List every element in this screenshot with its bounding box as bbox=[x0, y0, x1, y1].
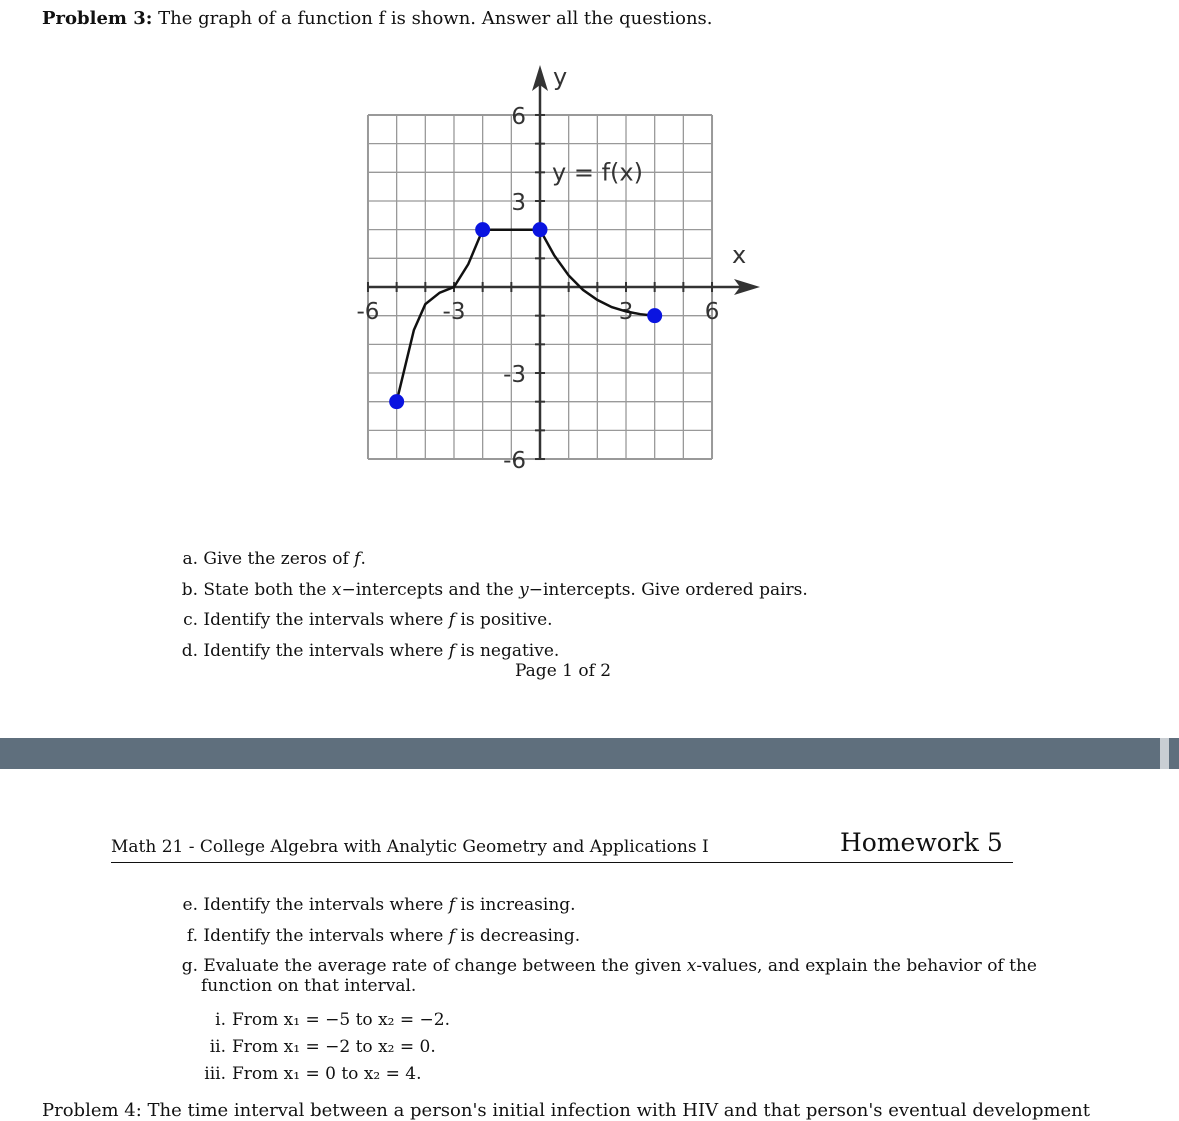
problem-label: Problem 3: bbox=[42, 8, 153, 29]
page-number: Page 1 of 2 bbox=[515, 661, 612, 681]
x-tick-label: 6 bbox=[704, 299, 720, 325]
graph-point bbox=[533, 222, 548, 237]
question-label: c. bbox=[183, 610, 198, 630]
question-text: is increasing. bbox=[454, 895, 576, 915]
graph-axes bbox=[368, 62, 760, 459]
math-var: x bbox=[686, 956, 697, 976]
question-label: d. bbox=[181, 640, 198, 661]
question-item bbox=[172, 580, 808, 600]
subquestion-text: From x₁ = −5 to x₂ = −2. bbox=[232, 1010, 450, 1030]
question-text: -values, and explain the behavior of the bbox=[696, 956, 1037, 976]
next-problem-cutoff: Problem 4: The time interval between a person's initial infection with HIV and that person's eventual development bbox=[42, 1100, 1091, 1121]
question-text: −intercepts and the bbox=[341, 579, 520, 600]
subquestion-item bbox=[196, 1064, 422, 1084]
question-text: Identify the intervals where bbox=[198, 895, 449, 915]
question-text: Identify the intervals where bbox=[198, 610, 449, 630]
scrollbar-thumb[interactable] bbox=[1160, 738, 1169, 769]
question-item bbox=[172, 549, 366, 569]
question-text-continued: function on that interval. bbox=[201, 976, 417, 996]
question-text: State both the bbox=[198, 579, 332, 600]
question-label: g. bbox=[181, 956, 198, 976]
y-axis-label: y bbox=[553, 62, 568, 91]
math-var: x bbox=[331, 579, 342, 600]
question-text: −intercepts. Give ordered pairs. bbox=[528, 579, 808, 600]
question-label: e. bbox=[182, 895, 198, 915]
x-tick-label: -3 bbox=[442, 299, 466, 325]
course-title: Math 21 - College Algebra with Analytic Geometry and Applications I bbox=[111, 837, 709, 857]
math-var: y bbox=[519, 579, 529, 600]
function-graph bbox=[340, 60, 770, 480]
y-tick-label: 3 bbox=[511, 189, 526, 216]
question-text: is decreasing. bbox=[454, 925, 581, 946]
question-item bbox=[172, 956, 1037, 996]
subquestion-label: iii. bbox=[204, 1064, 226, 1084]
curve-label: y = f(x) bbox=[552, 158, 643, 187]
x-axis-label: x bbox=[732, 241, 747, 269]
question-label: f. bbox=[186, 925, 198, 946]
question-item bbox=[172, 641, 559, 661]
math-var: f bbox=[448, 895, 455, 915]
graph-point bbox=[389, 394, 404, 409]
math-var: f bbox=[448, 640, 455, 661]
question-text: Give the zeros of bbox=[198, 549, 355, 569]
homework-title: Homework 5 bbox=[840, 828, 1003, 857]
question-text: is positive. bbox=[454, 610, 553, 630]
question-text: Identify the intervals where bbox=[198, 925, 449, 946]
question-text: Identify the intervals where bbox=[198, 640, 449, 661]
question-item bbox=[172, 926, 580, 946]
problem-heading bbox=[42, 8, 713, 29]
question-text: . bbox=[360, 549, 366, 569]
graph-point bbox=[475, 222, 490, 237]
header-rule bbox=[111, 862, 1013, 863]
subquestion-label: i. bbox=[215, 1010, 226, 1030]
page-divider bbox=[0, 738, 1179, 769]
question-text: is negative. bbox=[454, 640, 560, 661]
problem-text: The graph of a function f is shown. Answer all the questions. bbox=[158, 8, 713, 29]
y-tick-label: 6 bbox=[511, 103, 526, 130]
question-text: Evaluate the average rate of change between the given bbox=[198, 956, 687, 976]
question-item bbox=[172, 610, 553, 630]
subquestion-label: ii. bbox=[209, 1037, 226, 1057]
y-tick-label: -3 bbox=[503, 362, 526, 389]
graph-tick-labels bbox=[357, 104, 720, 474]
subquestion-text: From x₁ = −2 to x₂ = 0. bbox=[232, 1037, 436, 1057]
math-var: f bbox=[354, 549, 361, 569]
graph-point bbox=[647, 308, 662, 323]
subquestion-item bbox=[196, 1037, 436, 1057]
math-var: f bbox=[448, 610, 455, 630]
x-tick-label: 3 bbox=[618, 299, 634, 325]
question-label: b. bbox=[181, 579, 198, 600]
subquestion-item bbox=[196, 1010, 450, 1030]
subquestion-text: From x₁ = 0 to x₂ = 4. bbox=[232, 1064, 422, 1084]
math-var: f bbox=[448, 925, 455, 946]
y-tick-label: -6 bbox=[503, 448, 526, 475]
x-tick-label: -6 bbox=[356, 299, 380, 325]
question-item bbox=[172, 895, 576, 915]
question-label: a. bbox=[182, 549, 198, 569]
